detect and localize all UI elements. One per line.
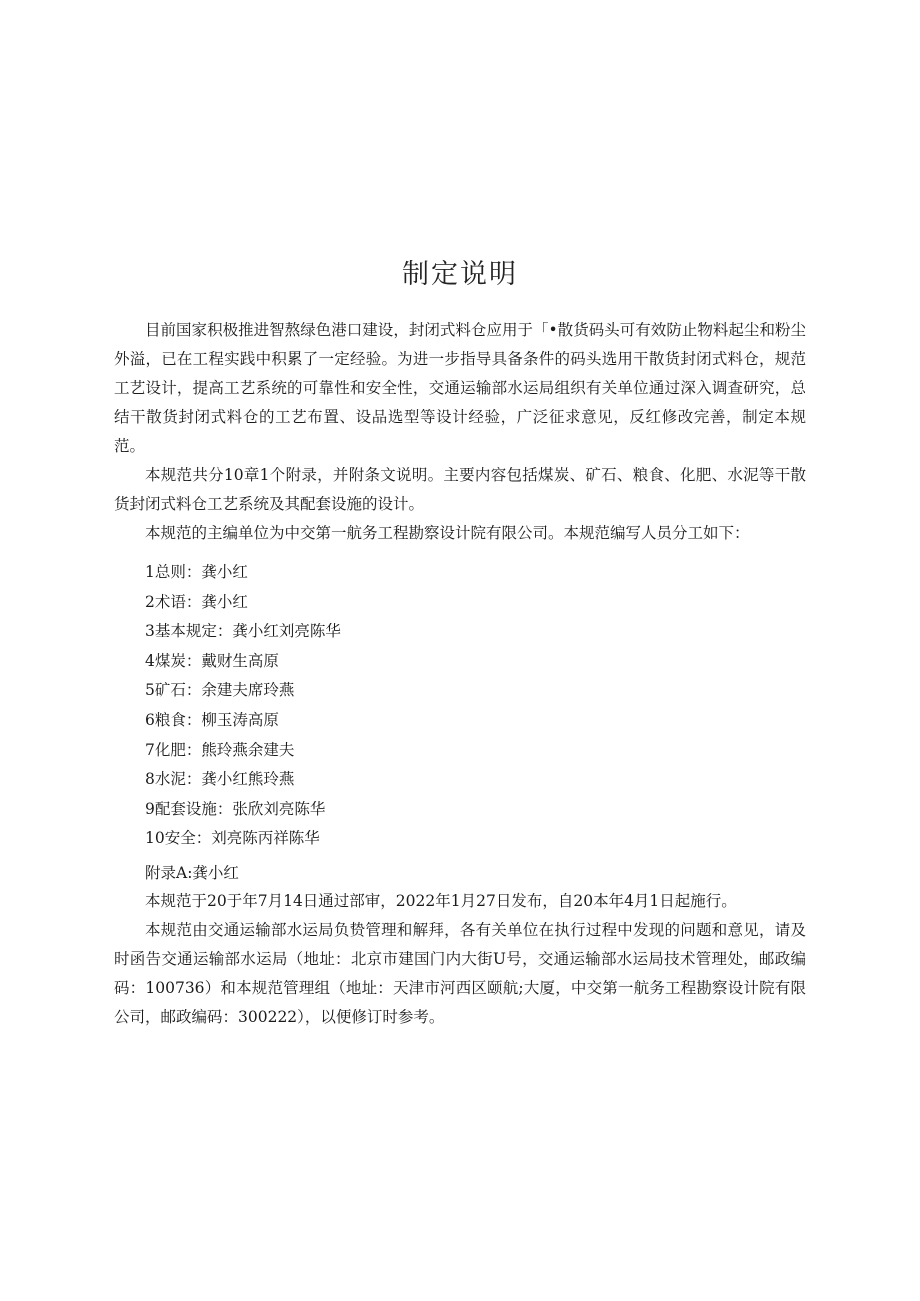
list-item: 9配套设施：张欣刘亮陈华 (145, 799, 326, 818)
intro-paragraph: 目前国家积极推进智熬绿色港口建设，封闭式料仓应用于「•散货码头可有效防止物料起尘和粉尘外溢，已在工程实践中积累了一定经验。为进一步指导具备条件的码头选用干散货封闭式料仓，规范工艺设计，提高工艺系统的可靠性和安全性，交通运输部水运局组织有关单位通过深入调查研究，总结干散货封闭式料仓的工艺布置、设品选型等设计经验，广泛征求意见，反红修改完善，制定本规范。 (114, 321, 806, 455)
scope-paragraph: 本规范共分10章1个附录，并附条文说明。主要内容包括煤炭、矿石、粮食、化肥、水泥等干散货封闭式料仓工艺系统及其配套设施的设计。 (114, 466, 806, 513)
list-item: 1总则：龚小红 (145, 563, 248, 581)
document-body (114, 316, 806, 1032)
list-item: 5矿石：余建夫席玲燕 (145, 681, 295, 700)
list-item: 6粮食：柳玉涛高原 (145, 710, 279, 729)
closing-section (114, 887, 806, 1032)
list-item: 8水泥：龚小红熊玲燕 (145, 770, 295, 789)
list-item: 10安全：刘亮陈丙祥陈华 (145, 829, 320, 848)
list-item: 3基本规定：龚小红刘亮陈华 (145, 622, 341, 641)
list-item: 2术语：龚小红 (145, 592, 248, 611)
list-item: 4煤炭：戴财生高原 (145, 651, 279, 670)
chapter-author-list (114, 558, 806, 854)
appendix-line: 附录A:龚小红 (145, 863, 239, 882)
effective-date-paragraph: 本规范于20于年7月14日通过部审，2022年1月27日发布，自20本年4月1日起施行。 (145, 891, 737, 910)
contact-paragraph: 本规范由交通运输部水运局负贽管理和解拜，各有关单位在执行过程中发现的问题和意见，请及时函告交通运输部水运局（地址：北京市建国门内大街U号，交通运输部水运局技术管理处，邮政编码：100736）和本规范管理组（地址：天津市河西区颐航;大厦，中交第一航务工程勘察设计院有限公司，邮政编码：300222），以便修订时参考。 (114, 920, 806, 1026)
list-item: 7化肥：熊玲燕余建夫 (145, 740, 295, 759)
editor-paragraph: 本规范的主编单位为中交第一航务工程勘察设计院有限公司。本规范编写人员分工如下： (145, 524, 750, 542)
page-title: 制定说明 (402, 259, 518, 290)
